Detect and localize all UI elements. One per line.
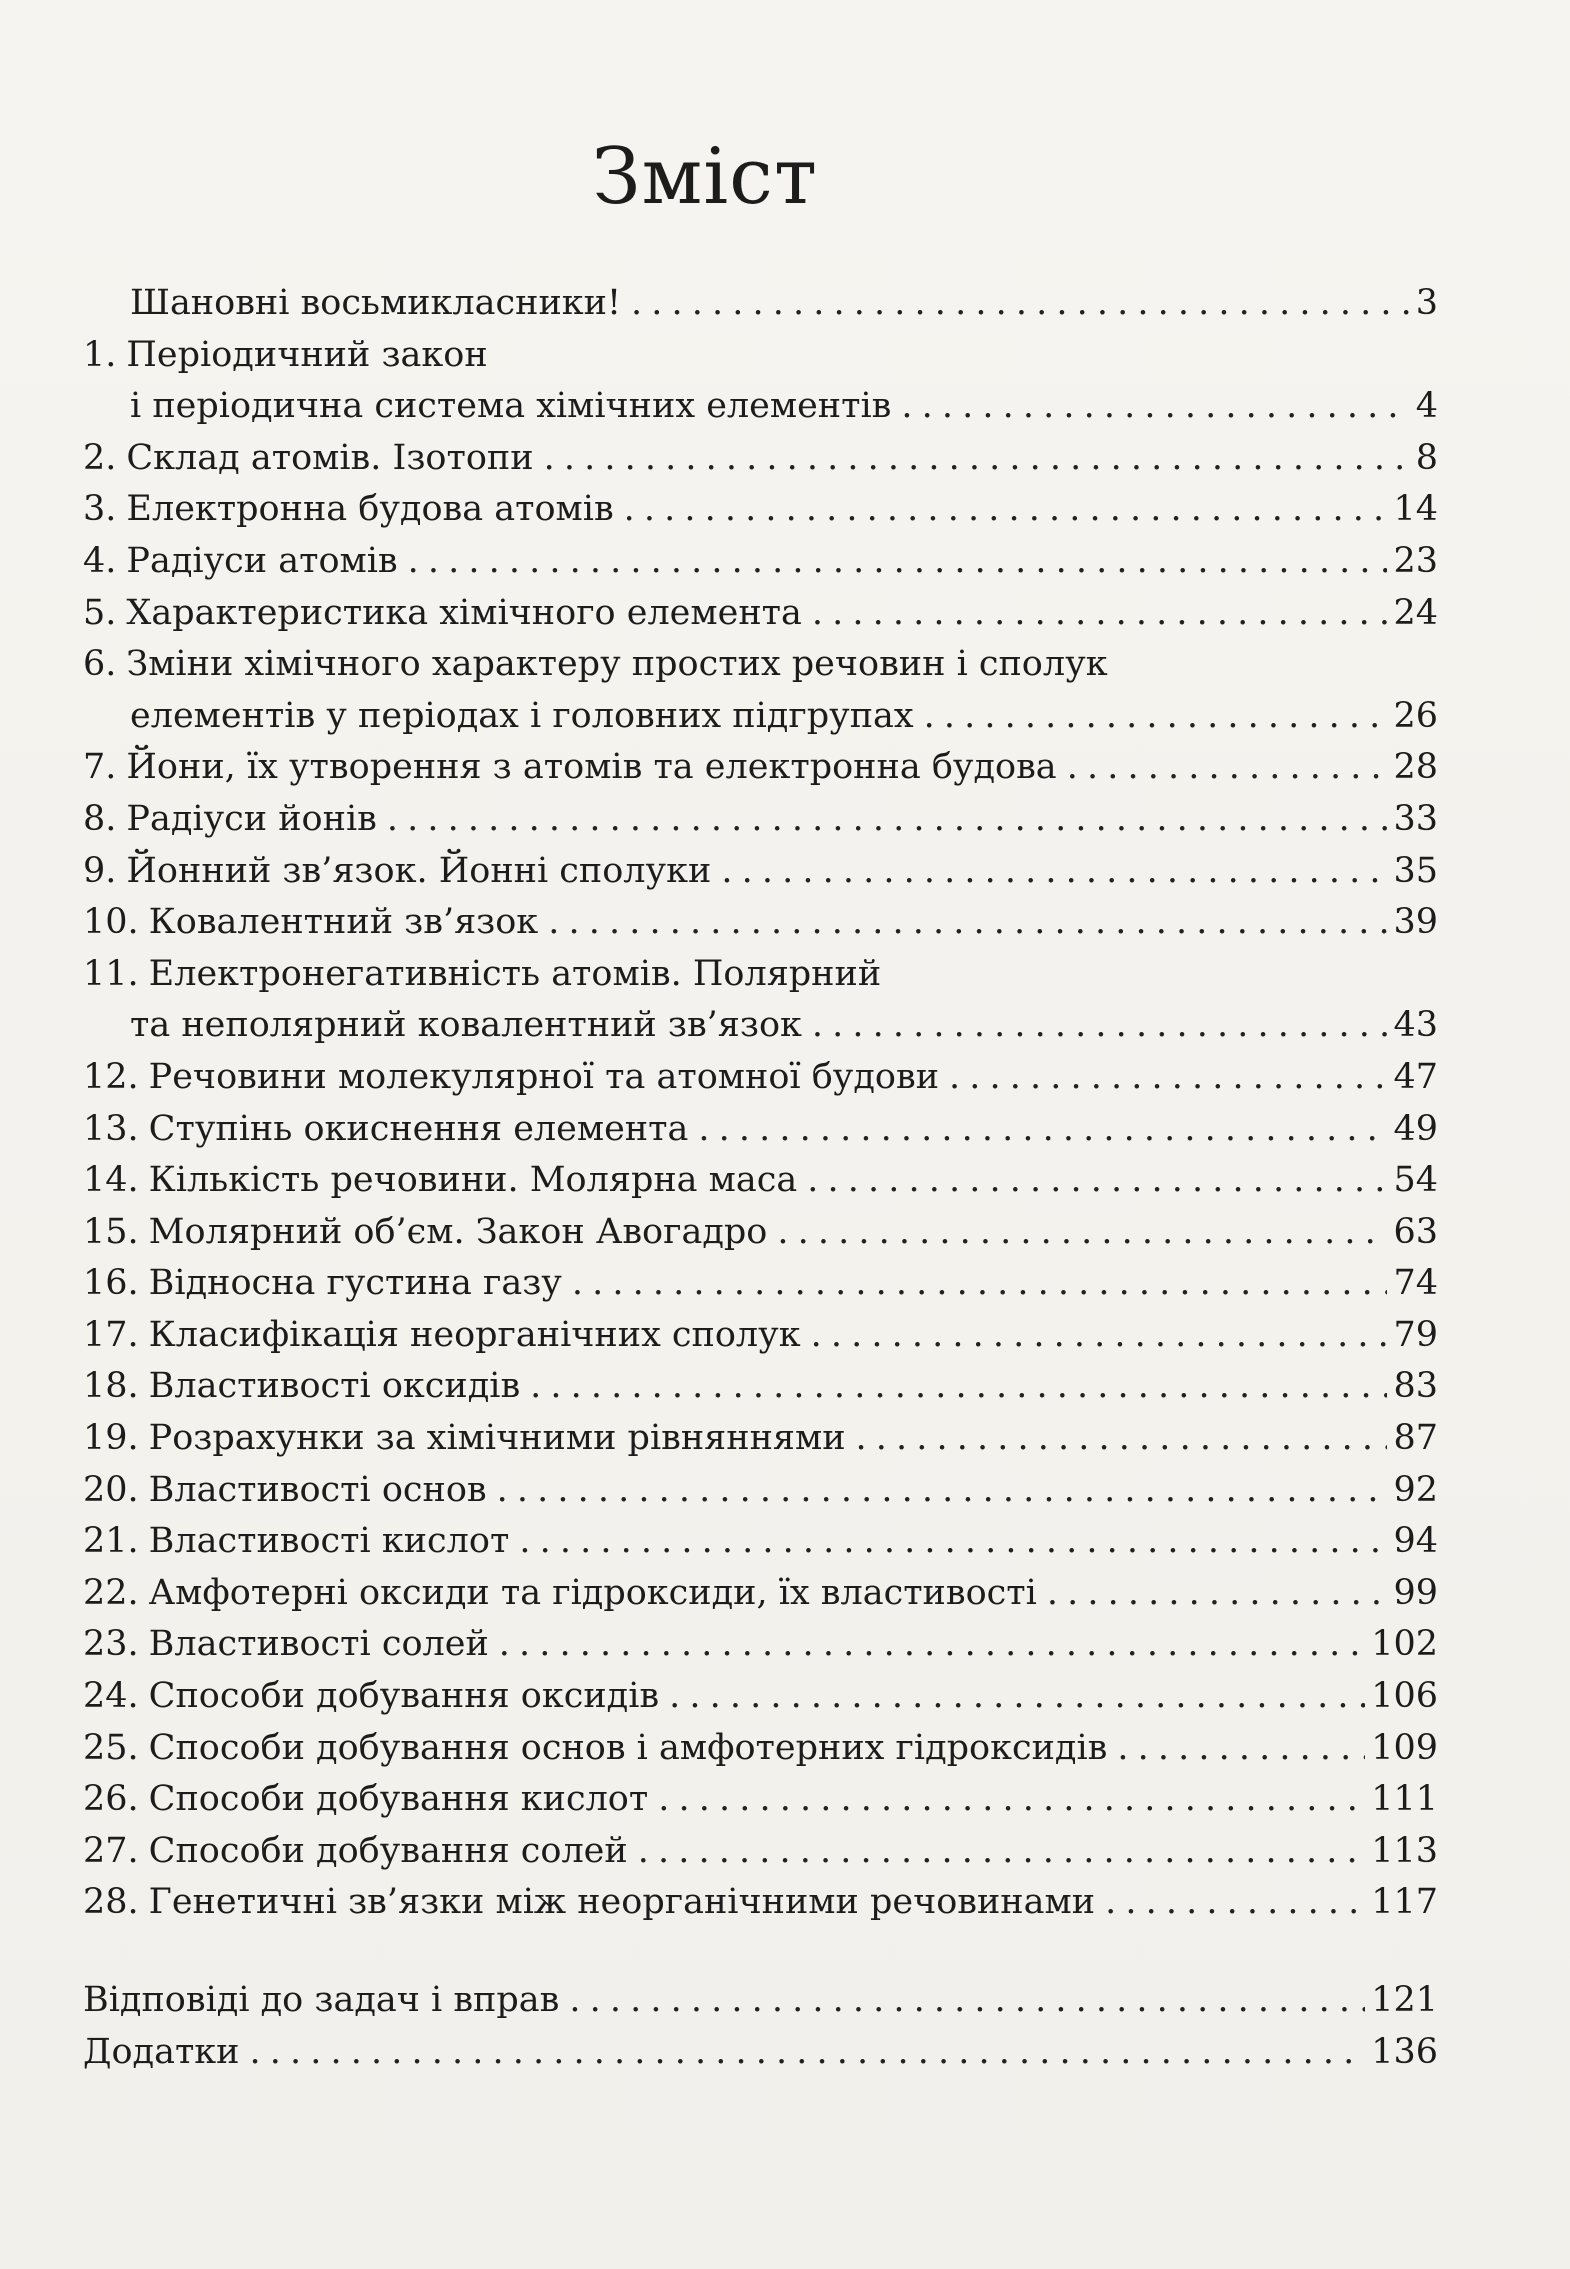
toc-entry-title: Радіуси атомів [126,540,398,581]
toc-entry-title: Йонний зв’язок. Йонні сполуки [126,850,712,891]
toc-entry-number: 13. [83,1108,139,1149]
toc-entry-title: Шановні восьмикласники! [130,283,622,323]
toc-entry-row[interactable] [83,1155,1438,1207]
toc-entry-title: Радіуси йонів [126,798,377,839]
toc-page-number: 4 [1415,386,1438,427]
dot-leader [777,1207,1387,1259]
toc-entry-title: Зміни хімічного характеру простих речовин і сполук [126,644,1108,685]
toc-entry-row[interactable] [83,846,1438,898]
toc-appendix-row[interactable] [83,2027,1438,2079]
toc-page-number: 63 [1393,1211,1438,1252]
toc-page-number: 87 [1393,1418,1438,1459]
toc-entry-number: 10. [83,902,139,943]
toc-page-number: 49 [1393,1108,1438,1149]
toc-entry-number: 19. [83,1418,139,1459]
dot-leader [1047,1568,1388,1620]
toc-entry-title: Властивості солей [148,1624,489,1665]
toc-page-number: 99 [1393,1572,1438,1613]
toc-entry-row[interactable] [83,1568,1438,1620]
toc-entry-number: 18. [83,1366,139,1407]
dot-leader [812,1000,1388,1052]
toc-entry-title-continuation: і періодична система хімічних елементів [130,386,892,427]
dot-leader [698,1104,1387,1156]
toc-entry-title: Періодичний закон [126,334,488,375]
dot-leader [250,2027,1366,2079]
dot-leader [638,1826,1365,1878]
toc-entry-title-continuation: та неполярний ковалентний зв’язок [130,1005,802,1046]
toc-page-number: 102 [1371,1624,1438,1665]
toc-entry-row[interactable] [83,639,1438,691]
toc-entry-row[interactable] [83,1207,1438,1259]
toc-page-number: 14 [1393,489,1438,530]
toc-entry-title: Способи добування солей [148,1830,628,1871]
toc-entry-title: Кількість речовини. Молярна маса [148,1160,798,1201]
toc-entry-title: Ковалентний зв’язок [148,902,539,943]
dot-leader [812,588,1388,640]
toc-entry-title: Властивості основ [148,1469,487,1510]
toc-page-number: 117 [1371,1882,1438,1923]
toc-entry-title-continuation: елементів у періодах і головних підгрупах [130,695,914,736]
toc-page-number: 106 [1371,1676,1438,1717]
toc-entry-title: Властивості оксидів [148,1366,521,1407]
dot-leader [1105,1877,1365,1929]
toc-entry-row[interactable] [83,1671,1438,1723]
toc-entry-title: Генетичні зв’язки між неорганічними речовинами [148,1882,1096,1923]
toc-page-number: 109 [1371,1727,1438,1768]
dot-leader [721,846,1387,898]
toc-page-number: 111 [1371,1779,1438,1820]
toc-entry-row[interactable] [83,484,1438,536]
toc-appendix-title: Додатки [83,2031,240,2072]
toc-entry-title: Електронна будова атомів [126,489,614,530]
toc-entry-number: 27. [83,1830,139,1871]
toc-page-number: 23 [1393,540,1438,581]
toc-entry-row[interactable] [83,1310,1438,1362]
toc-entry-number: 12. [83,1056,139,1097]
dot-leader [387,794,1388,846]
table-of-contents [83,278,1438,2078]
section-spacer [83,1929,1438,1975]
toc-entry-number: 9. [83,850,117,891]
dot-leader [658,1774,1365,1826]
dot-leader [1117,1723,1365,1775]
toc-entry-row[interactable] [83,949,1438,1001]
toc-page-number: 83 [1393,1366,1438,1407]
dot-leader [807,1155,1387,1207]
dot-leader [811,1310,1388,1362]
toc-page-number: 8 [1415,437,1438,478]
toc-entry-row[interactable] [83,1258,1438,1310]
toc-entry-row[interactable] [83,1104,1438,1156]
toc-page-number: 113 [1371,1830,1438,1871]
toc-page-number: 79 [1393,1314,1438,1355]
toc-entry-row[interactable] [83,1516,1438,1568]
toc-entry-row[interactable] [83,278,1438,330]
toc-entry-row[interactable] [83,897,1438,949]
dot-leader [569,1975,1365,2027]
toc-entry-number: 7. [83,747,117,788]
toc-entry-row[interactable] [83,1826,1438,1878]
dot-leader [949,1052,1387,1104]
toc-page-number: 92 [1393,1469,1438,1510]
toc-entry-number: 26. [83,1779,139,1820]
dot-leader [519,1516,1387,1568]
dot-leader [901,381,1409,433]
toc-entry-row[interactable] [83,588,1438,640]
toc-entry-number: 1. [83,334,117,375]
toc-entry-title: Способи добування кислот [148,1779,649,1820]
toc-entry-title: Ступінь окиснення елемента [148,1108,689,1149]
toc-entry-row[interactable] [83,1000,1438,1052]
toc-entry-row[interactable] [83,536,1438,588]
toc-entry-row[interactable] [83,1465,1438,1517]
toc-entry-title: Класифікація неорганічних сполук [148,1314,801,1355]
toc-entry-title: Йони, їх утворення з атомів та електронна будова [126,747,1057,788]
toc-appendix-row[interactable] [83,1975,1438,2027]
toc-entry-number: 15. [83,1211,139,1252]
toc-entry-title: Електронегативність атомів. Полярний [148,953,882,994]
toc-entry-number: 6. [83,644,117,685]
toc-entry-title: Розрахунки за хімічними рівняннями [148,1418,846,1459]
toc-entry-row[interactable] [83,1361,1438,1413]
toc-page-number: 28 [1393,747,1438,788]
toc-entry-row[interactable] [83,691,1438,743]
dot-leader [624,484,1388,536]
toc-entry-number: 24. [83,1676,139,1717]
toc-entry-number: 2. [83,437,117,478]
dot-leader [497,1465,1388,1517]
toc-entry-row[interactable] [83,330,1438,382]
toc-page-number: 33 [1393,798,1438,839]
page-title: Зміст [591,132,819,222]
dot-leader [408,536,1388,588]
toc-entry-number: 4. [83,540,117,581]
dot-leader [572,1258,1388,1310]
toc-entry-row[interactable] [83,433,1438,485]
toc-entry-title: Характеристика хімічного елемента [126,592,802,633]
toc-page-number: 24 [1393,592,1438,633]
toc-entry-number: 11. [83,953,139,994]
toc-entry-row[interactable] [83,794,1438,846]
dot-leader [530,1361,1387,1413]
dot-leader [856,1413,1388,1465]
toc-page-number: 136 [1371,2031,1438,2072]
toc-entry-number: 22. [83,1572,139,1613]
dot-leader [924,691,1388,743]
dot-leader [1067,742,1388,794]
dot-leader [669,1671,1365,1723]
toc-page-number: 26 [1393,695,1438,736]
toc-entry-row[interactable] [83,1619,1438,1671]
toc-entry-number: 14. [83,1160,139,1201]
toc-page-number: 39 [1393,902,1438,943]
dot-leader [499,1619,1365,1671]
toc-entry-title: Відносна густина газу [148,1263,562,1304]
toc-entry-row[interactable] [83,1723,1438,1775]
toc-entry-title: Способи добування оксидів [148,1676,660,1717]
toc-appendix-title: Відповіді до задач і вправ [83,1980,560,2020]
toc-page-number: 54 [1393,1160,1438,1201]
dot-leader [544,433,1410,485]
dot-leader [548,897,1387,949]
toc-entry-title: Молярний об’єм. Закон Авогадро [148,1211,768,1252]
toc-entry-number: 23. [83,1624,139,1665]
toc-page-number: 35 [1393,850,1438,891]
toc-entry-number: 5. [83,592,117,633]
toc-entry-title: Склад атомів. Ізотопи [126,437,534,478]
toc-page-number: 3 [1415,283,1438,323]
toc-entry-number: 17. [83,1314,139,1355]
toc-entry-title: Амфотерні оксиди та гідроксиди, їх властивості [148,1572,1037,1613]
toc-entry-number: 20. [83,1469,139,1510]
toc-entry-number: 28. [83,1882,139,1923]
toc-page-number: 94 [1393,1521,1438,1562]
toc-entry-number: 16. [83,1263,139,1304]
toc-entry-row[interactable] [83,381,1438,433]
toc-entry-row[interactable] [83,1877,1438,1929]
toc-entry-title: Способи добування основ і амфотерних гідроксидів [148,1727,1108,1768]
toc-entry-row[interactable] [83,1413,1438,1465]
toc-entry-row[interactable] [83,742,1438,794]
toc-entry-number: 21. [83,1521,139,1562]
toc-entry-row[interactable] [83,1774,1438,1826]
toc-entry-number: 8. [83,798,117,839]
toc-entry-number: 25. [83,1727,139,1768]
dot-leader [631,278,1410,330]
toc-entry-title: Речовини молекулярної та атомної будови [148,1056,940,1097]
toc-entry-number: 3. [83,489,117,530]
toc-entry-row[interactable] [83,1052,1438,1104]
toc-entry-title: Властивості кислот [148,1521,510,1562]
toc-page-number: 121 [1371,1980,1438,2020]
toc-page-number: 47 [1393,1056,1438,1097]
toc-page-number: 74 [1393,1263,1438,1304]
toc-page-number: 43 [1393,1005,1438,1046]
